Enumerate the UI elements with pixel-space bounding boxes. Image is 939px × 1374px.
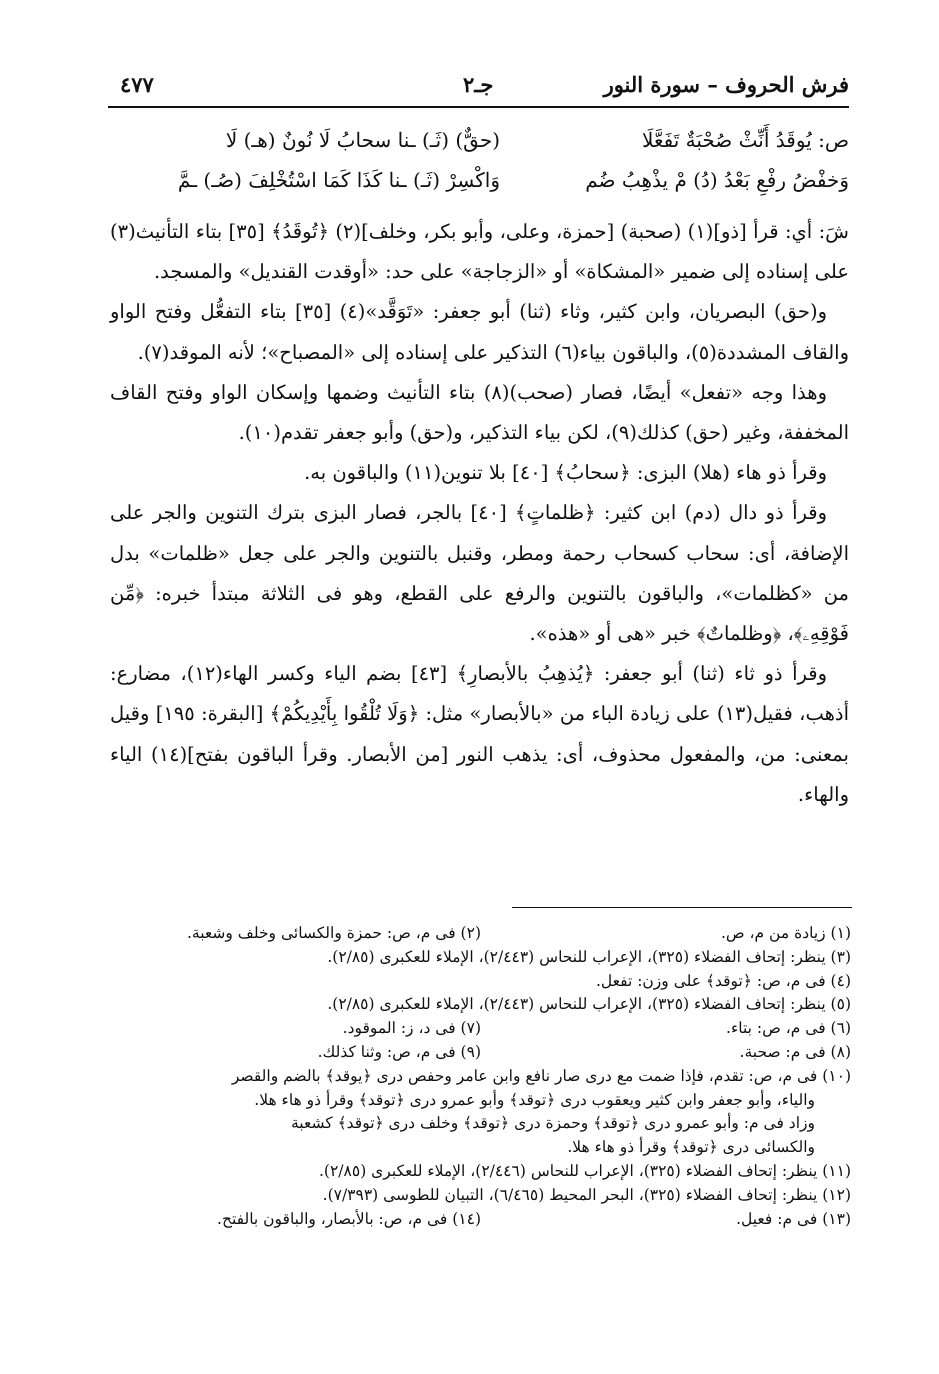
paragraph: وقرأ ذو دال (دم) ابن كثير: ﴿ظلماتٍ﴾ [٤٠] بالجر، فصار البزى بترك التنوين والجر على الإضافة، أى: سحاب كسحاب رحمة ومطر، وقنبل بالتنوين والجر على جعل «ظلمات» بدل من «كظلمات»، والباقون بالتنوين والرفع على القطع، وهو فى الثلاثة مبتدأ خبره: ﴿مِّن فَوْقِهِۦ﴾، ﴿وظلماتٌ﴾ خبر «هى أو «هذه». xyxy=(110,501,849,646)
footnote: (٩) فى م، ص: وثنا كذلك. xyxy=(317,1042,481,1061)
footnote: (٨) فى م: صحبة. xyxy=(739,1042,851,1061)
footnote: (١١) ينظر: إتحاف الفضلاء (٣٢٥)، الإعراب للنحاس (٢/٤٤٦)، الإملاء للعكبرى (٢/٨٥). xyxy=(319,1161,851,1180)
footnote-continuation: والكسائى درى ﴿توقد﴾ وقرأ ذو هاء هلا. xyxy=(567,1138,815,1157)
footnote: (١٤) فى م، ص: بالأبصار، والباقون بالفتح. xyxy=(217,1209,481,1228)
volume-label: جـ٢ xyxy=(463,72,494,97)
paragraph: وقرأ ذو هاء (هلا) البزى: ﴿سحابُ﴾ [٤٠] بلا تنوين(١١) والباقون به. xyxy=(304,461,827,485)
running-title: فرش الحروف – سورة النور xyxy=(603,72,849,97)
footnote-row xyxy=(112,946,851,970)
footnote: (٧) فى د، ز: الموقود. xyxy=(342,1019,481,1038)
footnote-divider xyxy=(512,907,852,908)
paragraph: شَ: أي: قرأ [ذو](١) (صحبة) [حمزة، وعلى، وأبو بكر، وخلف](٢) ﴿تُوقَدُ﴾ [٣٥] بتاء التأنيث(٣) على إسناده إلى ضمير «المشكاة» أو «الزجاجة» على حد: «أوقدت القنديل» والمسجد. xyxy=(110,220,849,284)
footnote-row xyxy=(112,922,851,946)
footnote: (٦) فى م، ص: بتاء. xyxy=(726,1019,851,1038)
footnote: (١) زيادة من م، ص. xyxy=(720,924,851,942)
verse-line-1 xyxy=(110,128,849,168)
footnote-row xyxy=(112,993,851,1017)
commentary-body xyxy=(110,212,849,815)
footnote-row xyxy=(112,1160,851,1184)
page-number: ٤٧٧ xyxy=(120,72,154,97)
footnote-row xyxy=(112,1065,851,1089)
footnote: (٤) فى م، ص: ﴿توقد﴾ على وزن: تفعل. xyxy=(595,971,851,990)
footnote-row xyxy=(112,1208,851,1232)
verse-hemistich-left: وَاكْسِرْ (ثَـ) ـنا كَذَا كَمَا اسْتُخْلِفَ (صُـ) ـمَّ xyxy=(177,168,500,192)
footnote: (١٣) فى م: فعيل. xyxy=(736,1209,851,1228)
paragraph: و(حق) البصريان، وابن كثير، وثاء (ثنا) أبو جعفر: «تَوَقَّد»(٤) [٣٥] بتاء التفعُّل وفتح الواو والقاف المشددة(٥)، والباقون بياء(٦) التذكير على إسناده إلى «المصباح»؛ لأنه الموقد(٧). xyxy=(110,300,849,364)
header-divider xyxy=(108,106,849,108)
footnote-row xyxy=(112,1041,851,1065)
footnote-row xyxy=(112,1184,851,1208)
verse-hemistich-left: (حقٌّ) (ثَـ) ـنا سحابُ لَا نُونٌ (هـ) لَا xyxy=(225,128,500,152)
footnote: (١٢) ينظر: إتحاف الفضلاء (٣٢٥)، البحر المحيط (٦/٤٦٥)، التبيان للطوسى (٧/٣٩٣). xyxy=(322,1185,851,1204)
footnotes xyxy=(112,922,851,1231)
footnote-row xyxy=(112,1017,851,1041)
paragraph: وهذا وجه «تفعل» أيضًا، فصار (صحب)(٨) بتاء التأنيث وضمها وإسكان الواو وفتح القاف المخففة، وغير (حق) كذلك(٩)، لكن بياء التذكير، و(حق) وأبو جعفر تقدم(١٠). xyxy=(110,380,849,445)
footnote: (٢) فى م، ص: حمزة والكسائى وخلف وشعبة. xyxy=(187,924,481,942)
footnote-continuation: وزاد فى م: وأبو عمرو درى ﴿توقد﴾ وحمزة درى ﴿توقد﴾ وخلف درى ﴿توقد﴾ كشعبة xyxy=(290,1114,815,1133)
footnote-row xyxy=(112,970,851,994)
verse-hemistich-right: ص: يُوقَدُ أَنِّثْ صُحْبَةٌ تَفَعَّلَا xyxy=(642,128,849,152)
verse-hemistich-right: وَخفْضُ رفْعِ بَعْدُ (دُ) مْ يذْهِبُ ضُم xyxy=(585,168,849,192)
footnote: (١٠) فى م، ص: تقدم، فإذا ضمت مع درى صار نافع وابن عامر وحفص درى ﴿يوقد﴾ بالضم والقصر xyxy=(231,1066,851,1085)
footnote-continuation: والياء، وأبو جعفر وابن كثير ويعقوب درى ﴿توقد﴾ وأبو عمرو درى ﴿توقد﴾ وقرأ ذو هاء هلا. xyxy=(254,1090,815,1109)
footnote: (٥) ينظر: إتحاف الفضلاء (٣٢٥)، الإعراب للنحاس (٢/٤٤٣)، الإملاء للعكبرى (٢/٨٥). xyxy=(327,995,851,1014)
verse-line-2 xyxy=(110,168,849,208)
page-header xyxy=(108,68,849,108)
footnote: (٣) ينظر: إتحاف الفضلاء (٣٢٥)، الإعراب للنحاس (٢/٤٤٣)، الإملاء للعكبرى (٢/٨٥). xyxy=(327,947,851,966)
paragraph: وقرأ ذو ثاء (ثنا) أبو جعفر: ﴿يُذهِبُ بالأبصارِ﴾ [٤٣] بضم الياء وكسر الهاء(١٢)، مضارع: أذهب، فقيل(١٣) على زيادة الباء من «بالأبصار» مثل: ﴿وَلَا تُلْقُوا بِأَيْدِيكُمْ﴾ [البقرة: ١٩٥] وقيل بمعنى: من، والمفعول محذوف، أى: يذهب النور [من الأبصار. وقرأ الباقون بفتح](١٤) الياء والهاء. xyxy=(110,662,849,806)
